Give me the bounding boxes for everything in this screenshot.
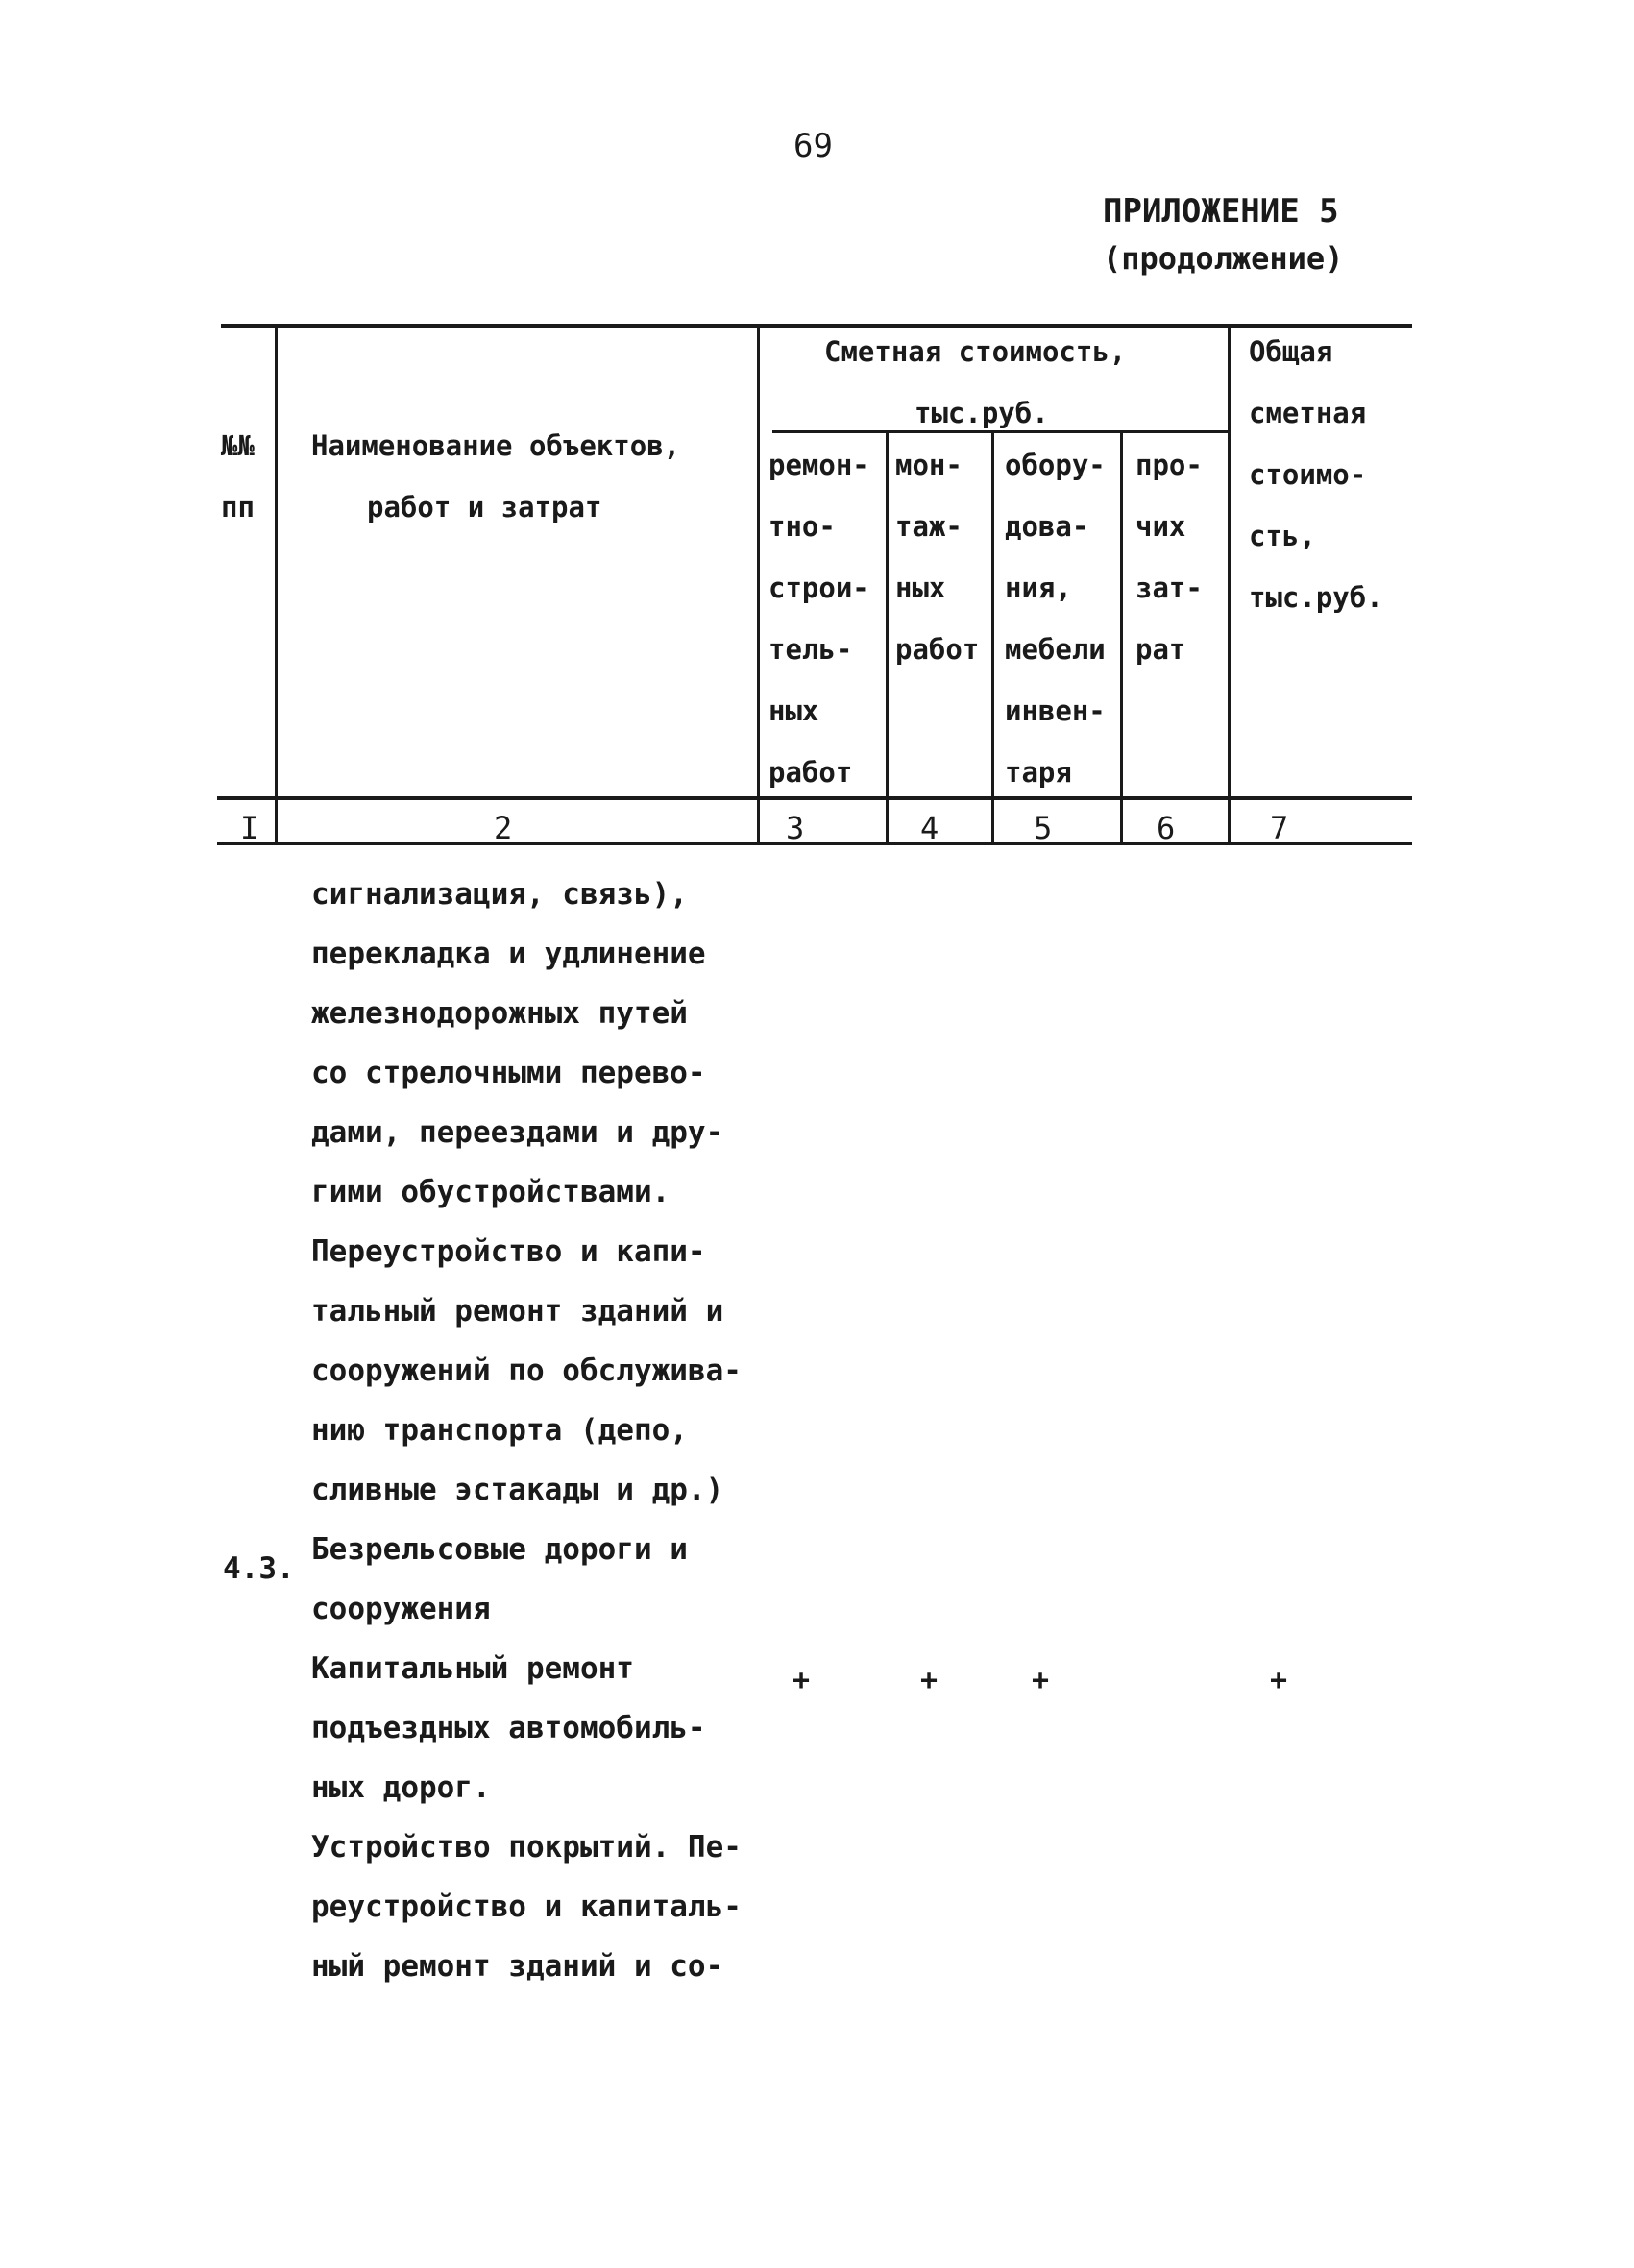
column-number: 6 bbox=[1157, 810, 1176, 846]
table-divider bbox=[275, 327, 278, 845]
text-line: ный ремонт зданий и со- bbox=[311, 1949, 724, 1984]
text-line: железнодорожных путей bbox=[311, 996, 688, 1031]
text-line: Устройство покрытий. Пе- bbox=[311, 1830, 742, 1865]
table-divider bbox=[757, 327, 760, 845]
text-line: дами, переездами и дру- bbox=[311, 1115, 724, 1150]
header-equipment: обору- дова- ния, мебели инвен- таря bbox=[1005, 449, 1106, 789]
appendix-subtitle: (продолжение) bbox=[1103, 240, 1344, 277]
column-number: 2 bbox=[494, 810, 513, 846]
header-number: №№ пп bbox=[221, 429, 255, 524]
item-number: 4.3. bbox=[223, 1551, 295, 1586]
column-number: 5 bbox=[1034, 810, 1053, 846]
body-text bbox=[311, 865, 742, 1996]
table-top-rule bbox=[221, 324, 1412, 328]
column-number: 4 bbox=[920, 810, 939, 846]
column-number: 3 bbox=[786, 810, 805, 846]
appendix-title: ПРИЛОЖЕНИЕ 5 bbox=[1103, 192, 1339, 231]
header-installation-works: мон- таж- ных работ bbox=[895, 449, 980, 666]
header-estimate-group: Сметная стоимость, тыс.руб. bbox=[824, 335, 1127, 429]
text-line: сооружения bbox=[311, 1592, 491, 1626]
header-other-costs: про- чих зат- рат bbox=[1135, 449, 1203, 666]
header-repair-works: ремон- тно- строи- тель- ных работ bbox=[768, 449, 869, 789]
text-line: сооружений по обслужива- bbox=[311, 1353, 742, 1388]
plus-mark: + bbox=[1270, 1664, 1288, 1697]
text-line: реустройство и капиталь- bbox=[311, 1890, 742, 1924]
plus-mark: + bbox=[1032, 1664, 1050, 1697]
text-line: подъездных автомобиль- bbox=[311, 1711, 706, 1745]
text-line: Капитальный ремонт bbox=[311, 1651, 634, 1686]
text-line: Переустройство и капи- bbox=[311, 1234, 706, 1269]
table-divider bbox=[1120, 432, 1123, 845]
text-line: перекладка и удлинение bbox=[311, 937, 706, 971]
table-divider bbox=[886, 432, 889, 845]
text-line: Безрельсовые дороги и bbox=[311, 1532, 688, 1567]
header-name: Наименование объектов, работ и затрат bbox=[311, 429, 681, 524]
plus-mark: + bbox=[793, 1664, 811, 1697]
text-line: ных дорог. bbox=[311, 1770, 491, 1805]
text-line: тальный ремонт зданий и bbox=[311, 1294, 724, 1329]
column-numbers-rule bbox=[217, 842, 1412, 845]
text-line: нию транспорта (депо, bbox=[311, 1413, 688, 1448]
plus-mark: + bbox=[920, 1664, 939, 1697]
table-divider bbox=[991, 432, 994, 845]
text-line: сигнализация, связь), bbox=[311, 877, 688, 912]
table-divider bbox=[1228, 327, 1231, 845]
page-number: 69 bbox=[793, 127, 833, 165]
text-line: гими обустройствами. bbox=[311, 1175, 671, 1209]
text-line: сливные эстакады и др.) bbox=[311, 1473, 724, 1507]
column-number: I bbox=[240, 810, 259, 846]
column-number: 7 bbox=[1270, 810, 1289, 846]
header-total-cost: Общая сметная стоимо- сть, тыс.руб. bbox=[1249, 335, 1383, 614]
text-line: со стрелочными перево- bbox=[311, 1056, 706, 1090]
